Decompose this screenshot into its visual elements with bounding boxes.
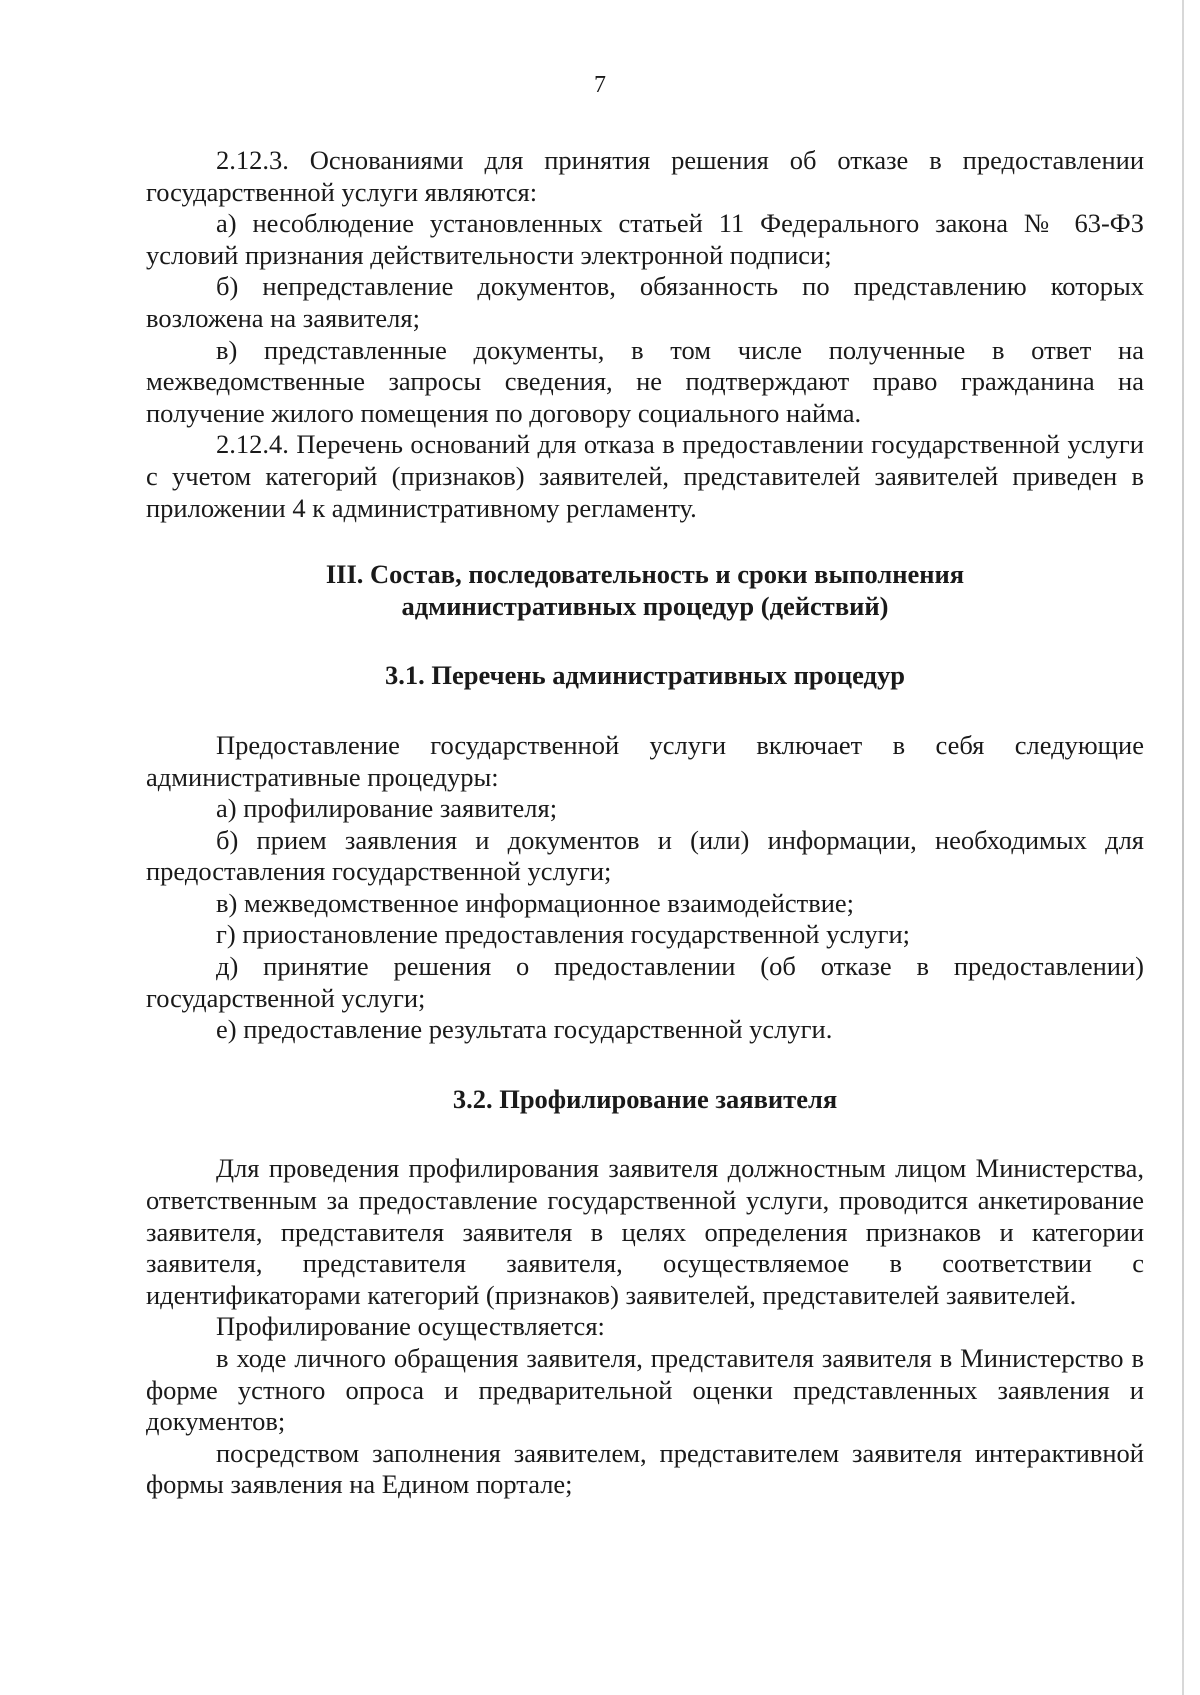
page-number: 7	[594, 72, 606, 98]
procedure-item-e: е) предоставление результата государственной услуги.	[216, 1014, 833, 1045]
paragraph-2-12-4: 2.12.4. Перечень оснований для отказа в предоставлении государственной услуги с учетом категорий (признаков) заявителей, представителей заявителей приведен в приложении 4 к административному регламенту.	[146, 429, 1144, 523]
procedure-item-v: в) межведомственное информационное взаимодействие;	[216, 887, 855, 918]
section-3-heading-line2: административных процедур (действий)	[401, 590, 889, 621]
paragraph-2-12-3: 2.12.3. Основаниями для принятия решения об отказе в предоставлении государственной услуги являются:	[146, 145, 1144, 207]
document-body	[146, 145, 1144, 1501]
profiling-paragraph: Для проведения профилирования заявителя должностным лицом Министерства, ответственным за предоставление государственной услуги, проводится анкетирование заявителя, представителя заявителя в целях определения признаков и категории заявителя, представителя заявителя, осуществляемое в соответствии с идентификаторами категорий (признаков) заявителей, представителей заявителей.	[146, 1153, 1144, 1310]
profiling-method-portal: посредством заполнения заявителем, представителем заявителя интерактивной формы заявления на Едином портале;	[146, 1437, 1144, 1500]
section-3-heading-line1: III. Состав, последовательность и сроки выполнения	[325, 559, 965, 590]
paragraph-item-b: б) непредставление документов, обязанность по представлению которых возложена на заявителя;	[146, 271, 1144, 333]
scan-edge-line	[1182, 0, 1184, 1695]
paragraph-item-a: а) несоблюдение установленных статьей 11 Федерального закона № 63-ФЗ условий признания действительности электронной подписи;	[146, 208, 1144, 270]
section-3-heading	[146, 559, 1144, 622]
procedure-item-g: г) приостановление предоставления государственной услуги;	[216, 919, 910, 950]
procedure-item-d: д) принятие решения о предоставлении (об отказе в предоставлении) государственной услуги;	[146, 951, 1144, 1013]
procedure-item-b: б) прием заявления и документов и (или) информации, необходимых для предоставления государственной услуги;	[146, 824, 1144, 887]
paragraph-item-v: в) представленные документы, в том числе полученные в ответ на межведомственные запросы сведения, не подтверждают право гражданина на получение жилого помещения по договору социального найма.	[146, 334, 1144, 428]
procedures-intro: Предоставление государственной услуги включает в себя следующие административные процедуры:	[146, 729, 1144, 792]
section-3-2-heading: 3.2. Профилирование заявителя	[452, 1083, 838, 1114]
profiling-method-personal: в ходе личного обращения заявителя, представителя заявителя в Министерство в форме устного опроса и предварительной оценки представленных заявления и документов;	[146, 1343, 1144, 1437]
section-3-1-heading: 3.1. Перечень административных процедур	[385, 660, 905, 691]
procedure-item-a: а) профилирование заявителя;	[216, 793, 558, 824]
profiling-method-intro: Профилирование осуществляется:	[216, 1311, 605, 1342]
